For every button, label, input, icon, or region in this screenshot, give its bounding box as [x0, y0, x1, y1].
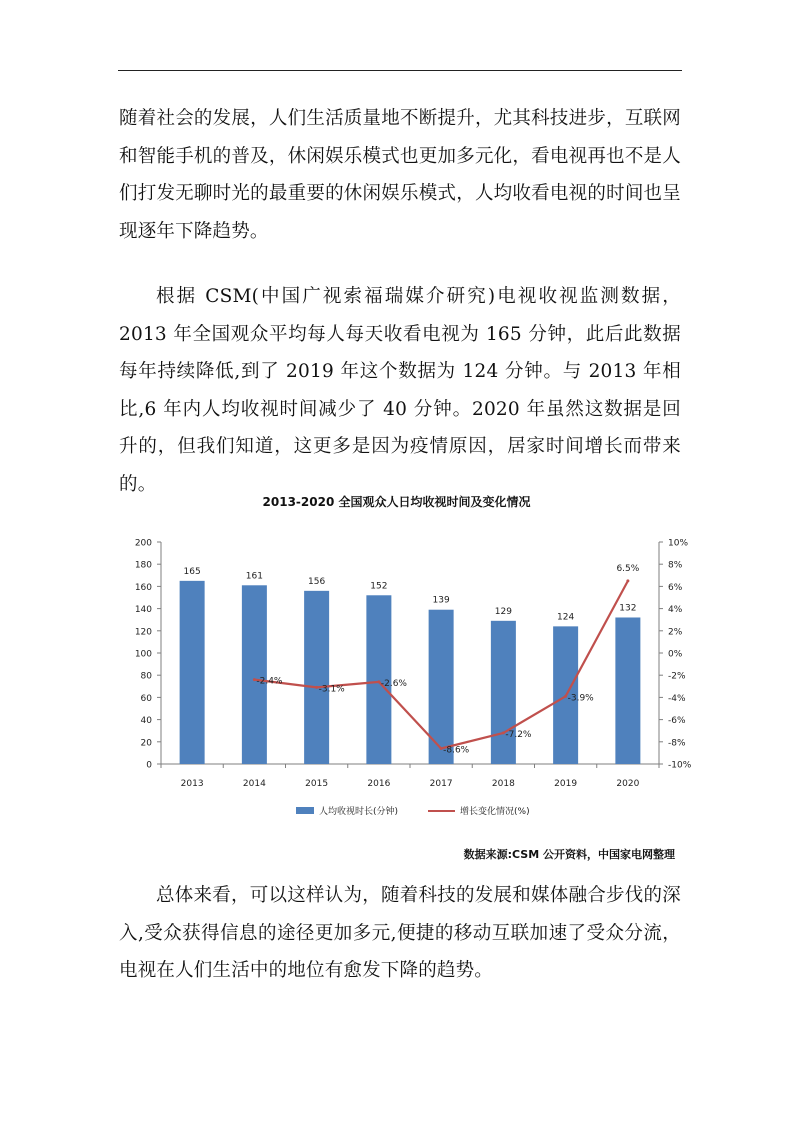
left-axis-tick-label: 200	[134, 538, 152, 549]
line-data-label: -3.1%	[318, 684, 345, 695]
x-axis-category-label: 2019	[554, 779, 578, 789]
paragraph-intro: 随着社会的发展，人们生活质量地不断提升，尤其科技进步，互联网和智能手机的普及，休闲娱乐模式也更加多元化，看电视再也不是人们打发无聊时光的最重要的休闲娱乐模式，人均收看电视的时间也呈现逐年下降趋势。	[119, 108, 681, 242]
bar-data-label: 152	[370, 581, 388, 592]
line-data-label: -3.9%	[567, 693, 594, 704]
bar-data-label: 156	[308, 576, 326, 587]
paragraph-csm-data: 根据 CSM(中国广视索福瑞媒介研究)电视收视监测数据，2013 年全国观众平均每人每天收看电视为 165 分钟，此后此数据每年持续降低,到了 2019 年这个数据为 124 分钟。与 2013 年相比,6 年内人均收视时间减少了 40 分钟。2020 年虽然这数据是回升的，但我们知道，这更多是因为疫情原因，居家时间增长而带来的。	[119, 286, 681, 495]
x-axis-category-label: 2017	[429, 779, 453, 789]
left-axis-tick-label: 20	[140, 738, 152, 749]
bar-viewing-minutes	[491, 621, 516, 764]
right-axis-tick-label: 4%	[668, 605, 683, 616]
line-data-label: -7.2%	[505, 729, 532, 740]
left-axis-tick-label: 0	[146, 760, 152, 771]
bar-data-label: 124	[557, 612, 575, 623]
bar-viewing-minutes	[304, 591, 329, 764]
left-axis-tick-label: 120	[134, 627, 152, 638]
bar-data-label: 165	[183, 566, 201, 577]
right-axis-tick-label: 10%	[668, 538, 689, 549]
bar-data-label: 161	[245, 571, 263, 582]
x-axis-category-label: 2015	[305, 779, 329, 789]
x-axis-category-label: 2018	[491, 779, 515, 789]
left-axis-tick-label: 160	[134, 582, 152, 593]
source-note: 数据来源:CSM 公开资料，中国家电网整理	[463, 848, 675, 861]
left-axis-tick-label: 60	[140, 693, 152, 704]
left-axis-tick-label: 100	[134, 649, 152, 660]
legend-bar-swatch	[296, 807, 314, 814]
bar-data-label: 132	[619, 603, 637, 614]
legend-line-label: 增长变化情况(%)	[460, 807, 530, 817]
right-axis-tick-label: -4%	[668, 693, 686, 704]
bar-viewing-minutes	[180, 581, 205, 764]
left-axis-tick-label: 140	[134, 605, 152, 616]
bar-data-label: 129	[494, 606, 512, 617]
bar-viewing-minutes	[615, 617, 640, 764]
line-data-label: -2.4%	[256, 676, 283, 687]
line-data-label: -8.6%	[443, 745, 470, 756]
paragraph-conclusion: 总体来看，可以这样认为，随着科技的发展和媒体融合步伐的深入,受众获得信息的途径更加多元,便捷的移动互联加速了受众分流，电视在人们生活中的地位有愈发下降的趋势。	[119, 885, 681, 981]
bar-viewing-minutes	[242, 585, 267, 764]
right-axis-tick-label: -2%	[668, 671, 686, 682]
x-axis-category-label: 2020	[616, 779, 640, 789]
line-data-label: 6.5%	[616, 563, 640, 574]
x-axis-category-label: 2014	[242, 779, 266, 789]
right-axis-tick-label: 6%	[668, 582, 683, 593]
right-axis-tick-label: 0%	[668, 649, 683, 660]
left-axis-tick-label: 40	[140, 716, 152, 727]
left-axis-tick-label: 80	[140, 671, 152, 682]
chart-title: 2013-2020 全国观众人日均收视时间及变化情况	[262, 495, 531, 509]
growth-rate-point	[626, 579, 629, 582]
x-axis-category-label: 2016	[367, 779, 391, 789]
line-data-label: -2.6%	[380, 678, 407, 689]
legend-bar-label: 人均收视时长(分钟)	[319, 807, 399, 817]
x-axis-category-label: 2013	[180, 779, 204, 789]
right-axis-tick-label: 8%	[668, 560, 683, 571]
right-axis-tick-label: -10%	[668, 760, 692, 771]
right-axis-tick-label: -8%	[668, 738, 686, 749]
left-axis-tick-label: 180	[134, 560, 152, 571]
bar-data-label: 139	[432, 595, 450, 606]
bar-viewing-minutes	[429, 610, 454, 764]
right-axis-tick-label: 2%	[668, 627, 683, 638]
right-axis-tick-label: -6%	[668, 716, 686, 727]
